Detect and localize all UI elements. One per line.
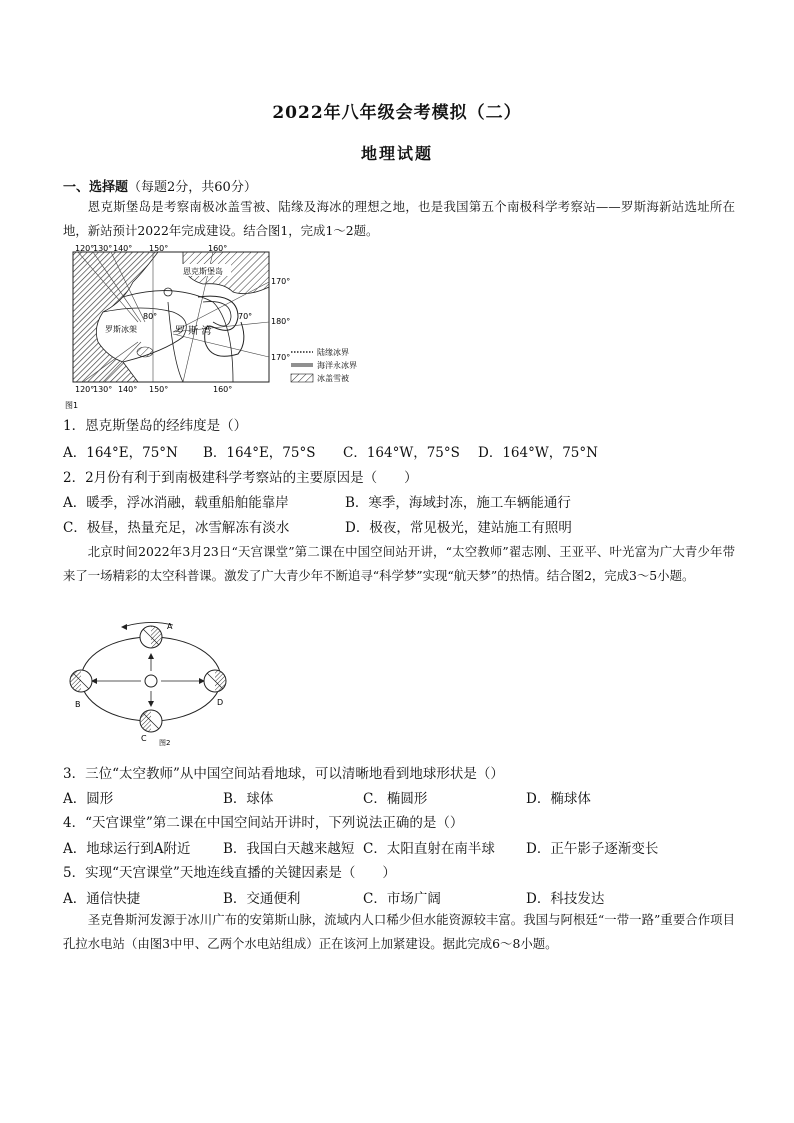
figure-1-caption: 图1 [65, 401, 79, 410]
orbit-label-a: A [167, 622, 173, 631]
lon-bottom-3: 140° [118, 385, 138, 394]
passage-1: 恩克斯堡岛是考察南极冰盖雪被、陆缘及海冰的理想之地，也是我国第五个南极科学考察站——罗斯海新站选址所在地，新站预计2022年完成建设。结合图1，完成1～2题。 [63, 199, 735, 238]
lon-top-4: 150° [149, 244, 169, 253]
q4-option-b[interactable]: B．我国白天越来越短 [223, 841, 355, 857]
section-heading [63, 176, 257, 195]
figure-2-orbit [63, 617, 243, 752]
figure-1-map [63, 242, 383, 412]
page-title: 2022年八年级会考模拟（二） [272, 103, 522, 123]
q5-option-a[interactable]: A．通信快捷 [63, 891, 141, 907]
figure-2-caption: 图2 [159, 739, 171, 747]
q2-option-b[interactable]: B．寒季，海域封冻，施工车辆能通行 [345, 495, 571, 511]
lon-bottom-5: 160° [213, 385, 233, 394]
q4-option-a[interactable]: A．地球运行到A附近 [63, 841, 191, 857]
q4-option-c[interactable]: C．太阳直射在南半球 [363, 841, 495, 857]
q3-option-d[interactable]: D．椭球体 [526, 791, 591, 807]
question-1-stem: 1．恩克斯堡岛的经纬度是（） [63, 418, 248, 434]
q5-option-b[interactable]: B．交通便利 [223, 891, 301, 907]
lon-bottom-2: 130° [93, 385, 113, 394]
lat-80: 80° [143, 312, 158, 321]
orbit-label-d: D [217, 698, 224, 707]
q3-option-b[interactable]: B．球体 [223, 791, 274, 807]
question-4-stem: 4．“天宫课堂”第二课在中国空间站开讲时，下列说法正确的是（） [63, 815, 464, 831]
lon-bottom-4: 150° [149, 385, 169, 394]
legend-sea-ice: 海洋永冰界 [317, 361, 357, 370]
q2-option-a[interactable]: A．暖季，浮冰消融，载重船舶能靠岸 [63, 495, 289, 511]
lon-right-2: 180° [271, 317, 291, 326]
question-2-stem: 2．2月份有利于到南极建科学考察站的主要原因是（ ） [63, 470, 418, 486]
lon-top-3: 140° [113, 244, 133, 253]
legend-land-ice: 陆缘冰界 [317, 348, 349, 357]
q1-option-c[interactable]: C．164°W，75°S [343, 445, 460, 461]
lon-right-1: 170° [271, 277, 291, 286]
q5-option-c[interactable]: C．市场广阔 [363, 891, 441, 907]
passage-2: 北京时间2022年3月23日“天宫课堂”第二课在中国空间站开讲，“太空教师”翟志刚、王亚平、叶光富为广大青少年带来了一场精彩的太空科普课。激发了广大青少年不断追寻“科学梦”实现“航天梦”的热情。结合图2，完成3～5小题。 [63, 544, 735, 583]
lon-top-1: 120° [75, 244, 95, 253]
ice-shelf-label: 罗斯冰架 [105, 325, 137, 334]
page-subtitle: 地理试题 [360, 144, 433, 163]
lon-right-3: 170° [271, 353, 291, 362]
q3-option-a[interactable]: A．圆形 [63, 791, 114, 807]
passage-3: 圣克鲁斯河发源于冰川广布的安第斯山脉，流域内人口稀少但水能资源较丰富。我国与阿根廷“一带一路”重要合作项目孔拉水电站（由图3中甲、乙两个水电站组成）正在该河上加紧建设。据此完成6～8小题。 [63, 912, 735, 951]
legend-ice-sheet: 冰盖雪被 [317, 374, 349, 383]
lat-70: 70° [238, 312, 253, 321]
island-label: 恩克斯堡岛 [183, 267, 223, 276]
orbit-label-c: C [141, 734, 147, 743]
lon-bottom-1: 120° [75, 385, 95, 394]
orbit-label-b: B [75, 700, 81, 709]
q1-option-a[interactable]: A．164°E，75°N [63, 445, 178, 461]
q4-option-d[interactable]: D．正午影子逐渐变长 [526, 841, 659, 857]
section-label: 一、选择题 [63, 180, 129, 195]
q1-option-b[interactable]: B．164°E，75°S [203, 445, 316, 461]
q1-option-d[interactable]: D．164°W，75°N [478, 445, 598, 461]
section-points: （每题2分，共60分） [128, 180, 257, 195]
q2-option-c[interactable]: C．极昼，热量充足，冰雪解冻有淡水 [63, 520, 290, 536]
lon-top-5: 160° [208, 244, 228, 253]
question-3-stem: 3．三位“太空教师”从中国空间站看地球，可以清晰地看到地球形状是（） [63, 766, 504, 782]
q5-option-d[interactable]: D．科技发达 [526, 891, 605, 907]
q3-option-c[interactable]: C．椭圆形 [363, 791, 428, 807]
question-5-stem: 5．实现“天宫课堂”天地连线直播的关键因素是（ ） [63, 865, 396, 881]
lon-top-2: 130° [93, 244, 113, 253]
q2-option-d[interactable]: D．极夜，常见极光，建站施工有照明 [345, 520, 572, 536]
ross-bay-label: 罗 斯 湾 [175, 326, 212, 337]
